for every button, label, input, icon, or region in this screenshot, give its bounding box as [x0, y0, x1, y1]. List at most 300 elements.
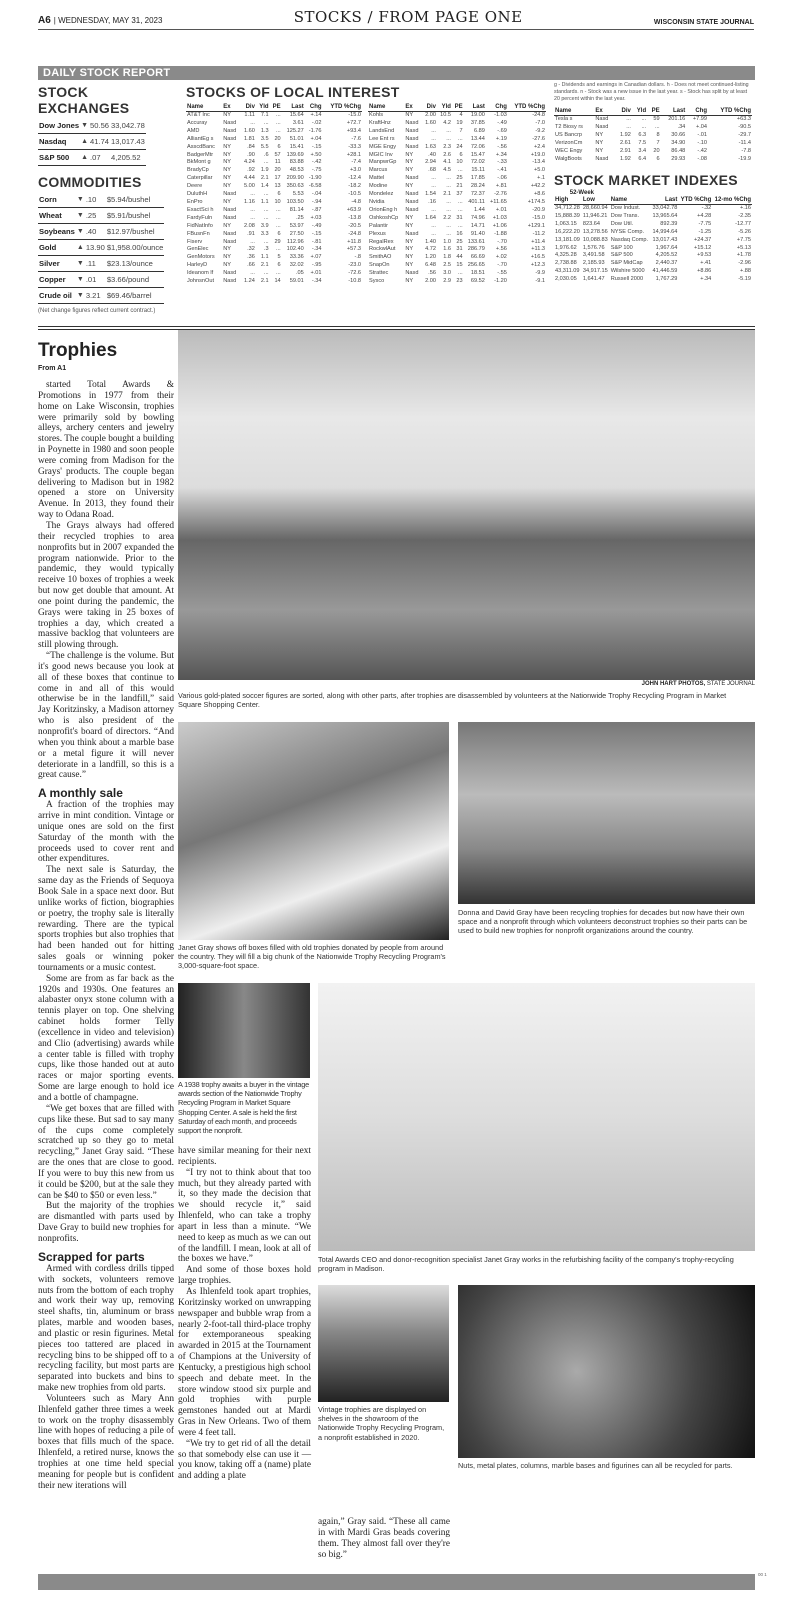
table-cell: ...: [276, 214, 281, 221]
change-cell: 13.90: [85, 240, 106, 256]
table-cell: 1.4: [260, 183, 269, 190]
table-cell: 83.88: [289, 159, 304, 166]
table-cell: Nasd: [223, 214, 237, 221]
table-cell: +7.75: [736, 236, 751, 243]
direction-icon: ▼: [80, 118, 89, 134]
photo-1938-trophy: [178, 983, 310, 1078]
table-cell: +42.2: [530, 183, 545, 190]
table-cell: 28,660.94: [582, 205, 608, 211]
table-cell: -27.6: [532, 135, 545, 142]
table-cell: -.49: [497, 119, 507, 126]
table-cell: .84: [247, 143, 255, 150]
table-cell: Mondelez: [369, 191, 394, 198]
table-cell: -.49: [311, 222, 322, 229]
table-cell: -.95: [311, 262, 322, 269]
column-header: Last: [661, 108, 687, 116]
table-cell: ...: [457, 167, 463, 174]
table-cell: WalgBoots: [555, 155, 582, 162]
value-cell: $5.94/bushel: [106, 192, 165, 208]
table-cell: 18.51: [470, 270, 485, 277]
table-row: [186, 144, 362, 152]
table-cell: .32: [247, 246, 255, 253]
local-stocks-table-1: [186, 104, 362, 286]
table-row: [554, 260, 752, 268]
column-header: Div: [240, 104, 256, 112]
table-cell: ...: [457, 222, 463, 229]
table-cell: 25: [456, 175, 463, 182]
table-cell: 6: [459, 151, 463, 158]
table-cell: +1.06: [492, 222, 507, 229]
caption-janet-gray: Total Awards CEO and donor-recognition specialist Janet Gray works in the refurbishing facility of the company's trophy-recycling program in Madison.: [318, 1255, 734, 1274]
table-cell: BadgerMtr: [187, 151, 214, 158]
table-row: [38, 288, 164, 304]
column-header: PE: [647, 108, 660, 116]
table-cell: 20: [653, 147, 660, 154]
direction-icon: ▲: [80, 150, 89, 166]
table-cell: 1.16: [244, 198, 255, 205]
page-number: A6: [38, 15, 51, 26]
table-cell: 29: [274, 238, 281, 245]
table-row: [186, 262, 362, 270]
table-cell: S&P 100: [610, 244, 633, 251]
table-cell: RockwlAut: [369, 246, 396, 253]
direction-icon: ▲: [80, 134, 89, 150]
table-cell: MGIC Inv: [369, 151, 393, 158]
column-header: YTD %Chg: [508, 104, 546, 112]
table-row: [368, 112, 546, 120]
table-cell: 5.00: [244, 183, 255, 190]
table-cell: 103.50: [286, 198, 304, 205]
table-cell: ...: [446, 206, 451, 213]
table-cell: 1.6: [443, 246, 451, 253]
caption-parts: Nuts, metal plates, columns, marble bases and figurines can all be recycled for parts.: [458, 1461, 733, 1470]
photo-couple: [458, 722, 755, 904]
table-cell: 13,965.64: [652, 212, 678, 219]
table-cell: -.41: [497, 167, 507, 174]
table-cell: 11: [274, 159, 281, 166]
table-cell: ...: [263, 119, 269, 126]
table-cell: 13.44: [470, 135, 485, 142]
table-cell: 2.00: [425, 278, 436, 285]
table-cell: -.56: [497, 143, 507, 150]
table-cell: -.94: [311, 198, 322, 205]
table-cell: Tesla s: [555, 116, 573, 122]
table-row: [368, 270, 546, 278]
table-cell: -19.9: [738, 155, 751, 162]
table-cell: ...: [431, 230, 436, 237]
table-cell: +.04: [310, 135, 322, 142]
table-row: [186, 246, 362, 254]
table-cell: 209.90: [286, 175, 304, 182]
table-cell: NY: [223, 159, 231, 166]
table-row: [186, 223, 362, 231]
table-cell: BkMont g: [187, 159, 211, 166]
table-cell: 1,976.62: [555, 244, 577, 251]
table-cell: Nasd: [595, 116, 609, 122]
table-cell: 5: [277, 254, 281, 261]
commodities-note: (Net change figures reflect current contract.): [38, 308, 156, 314]
table-row: [186, 239, 362, 247]
table-cell: Nasd: [405, 135, 419, 142]
value-cell: $1,958.00/ounce: [106, 240, 165, 256]
table-cell: Nasd: [405, 270, 419, 277]
table-cell: 1,641.47: [582, 276, 605, 283]
table-row: [186, 231, 362, 239]
column-header: Low: [582, 197, 610, 205]
table-cell: LandsEnd: [369, 127, 395, 134]
table-cell: 256.65: [467, 262, 485, 269]
table-cell: 3,491.58: [582, 252, 605, 259]
photographer: JOHN HART PHOTOS,: [641, 681, 706, 687]
table-cell: Modine: [369, 183, 388, 190]
banner-extension: [554, 66, 755, 80]
table-cell: OshkoshCp: [369, 214, 399, 221]
table-cell: -.04: [311, 191, 322, 198]
table-cell: 3.0: [443, 270, 451, 277]
table-cell: 34,917.15: [582, 268, 608, 275]
table-cell: ...: [250, 206, 255, 213]
page-header: A6 | WEDNESDAY, MAY 31, 2023 STOCKS / FROM PAGE ONE WISCONSIN STATE JOURNAL: [38, 8, 754, 30]
paragraph: again,” Gray said. “These all came in with Mardi Gras beads covering them. They almost fall over they're so big.”: [318, 1517, 450, 1560]
table-cell: S&P 500: [610, 252, 633, 259]
table-cell: 1.92: [620, 155, 631, 162]
table-cell: Nasd: [223, 127, 237, 134]
table-cell: -20.5: [348, 222, 361, 229]
table-row: [368, 136, 546, 144]
table-cell: -7.4: [351, 159, 361, 166]
table-cell: -10.5: [348, 191, 361, 198]
table-cell: -4.8: [351, 198, 361, 205]
table-cell: -13.4: [532, 159, 545, 166]
caption-boxes: Janet Gray shows off boxes filled with old trophies donated by people from around the country. They will fill a big chunk of the Nationwide Trophy Recycling Program's 3,000-square-foot space.: [178, 943, 446, 971]
table-cell: -15.0: [348, 112, 361, 118]
table-cell: Nasd: [405, 119, 419, 126]
table-cell: Dow Trans.: [610, 212, 640, 219]
table-cell: ...: [263, 270, 269, 277]
table-cell: 14: [274, 278, 281, 285]
table-cell: 1.60: [425, 119, 436, 126]
paragraph: But the majority of the trophies are dismantled with parts used by Dave Gray to build new trophies for nonprofits.: [38, 1201, 174, 1244]
footer-bar: [38, 1574, 755, 1590]
column-header: Yld: [632, 108, 647, 116]
table-cell: 57: [274, 151, 281, 158]
table-row: [554, 229, 752, 237]
table-cell: +174.5: [527, 198, 545, 205]
article-column-3: [318, 1517, 450, 1560]
table-cell: 41,446.59: [652, 268, 678, 275]
table-cell: Accuray: [187, 119, 208, 126]
table-cell: +5.13: [736, 244, 751, 251]
table-cell: 20: [274, 135, 281, 142]
table-cell: 1.9: [260, 167, 269, 174]
table-cell: +.01: [310, 270, 322, 277]
table-cell: -.87: [311, 206, 322, 213]
table-cell: 91.40: [470, 230, 485, 237]
table-cell: +11.65: [490, 198, 507, 205]
table-cell: 15.47: [470, 151, 485, 158]
table-cell: .3: [263, 246, 269, 253]
table-cell: 4.24: [244, 159, 255, 166]
table-cell: -29.7: [738, 131, 751, 138]
table-cell: -13.8: [348, 214, 361, 221]
table-cell: -23.0: [348, 262, 361, 269]
table-row: [186, 183, 362, 191]
table-cell: Nasd: [223, 230, 237, 237]
table-row: [368, 223, 546, 231]
table-cell: -.02: [311, 119, 322, 126]
table-cell: NY: [223, 112, 231, 118]
table-cell: FardyFuln: [187, 214, 213, 221]
table-cell: Nasd: [595, 155, 609, 162]
value-cell: $69.46/barrel: [106, 288, 165, 304]
group-header-row: [554, 190, 752, 197]
table-cell: -10.8: [348, 278, 361, 285]
table-row: [38, 256, 164, 272]
table-cell: ...: [431, 127, 436, 134]
table-cell: 20: [274, 167, 281, 174]
table-cell: 6.89: [474, 127, 485, 134]
table-row: [368, 278, 546, 286]
column-header: High: [554, 197, 582, 205]
table-cell: GenMotors: [187, 254, 215, 261]
table-cell: 1.92: [620, 131, 631, 138]
table-cell: NY: [223, 143, 231, 150]
name-cell: Nasdaq: [38, 134, 80, 150]
table-cell: 10,088.83: [582, 236, 608, 243]
table-cell: 286.79: [467, 246, 485, 253]
table-cell: NY: [405, 167, 414, 174]
table-row: [186, 136, 362, 144]
column-header: Chg: [305, 104, 323, 112]
caption-1938-trophy: A 1938 trophy awaits a buyer in the vintage awards section of the Nationwide Trophy Recycling Program in Market Square Shopping Center. A sale is held the first Saturday of each month, and proceeds support the nonprofit.: [178, 1080, 309, 1136]
table-cell: Caterpillar: [187, 175, 213, 182]
header-row: [368, 104, 546, 112]
table-cell: -.55: [497, 270, 507, 277]
table-cell: HarleyD: [187, 262, 208, 269]
table-cell: Nasdaq Comp.: [610, 236, 649, 243]
table-cell: +1.78: [736, 252, 751, 259]
table-cell: -7.6: [351, 135, 361, 142]
table-cell: 37: [456, 191, 463, 198]
table-cell: 15,888.39: [555, 212, 580, 219]
table-cell: -.42: [311, 159, 322, 166]
table-cell: ...: [446, 127, 451, 134]
change-cell: 41.74: [89, 134, 110, 150]
table-cell: ...: [457, 135, 463, 142]
table-cell: Dow Indust.: [610, 205, 641, 211]
table-cell: 6: [277, 191, 281, 198]
table-cell: 10: [456, 159, 463, 166]
column-header: Ex: [594, 108, 614, 116]
value-cell: 33,042.78: [110, 118, 146, 134]
table-cell: 4: [459, 112, 463, 118]
table-cell: ManpwrGp: [369, 159, 397, 166]
article-headline: Trophies: [38, 340, 118, 361]
table-cell: .56: [428, 270, 436, 277]
column-header: Chg: [486, 104, 508, 112]
table-cell: 6.48: [425, 262, 436, 269]
table-row: [186, 128, 362, 136]
page-date: WEDNESDAY, MAY 31, 2023: [58, 16, 163, 25]
table-cell: NY: [223, 151, 231, 158]
table-row: [186, 112, 362, 120]
table-cell: -18.2: [348, 183, 361, 190]
table-cell: AlliantEg s: [187, 135, 214, 142]
table-cell: NY: [405, 262, 414, 269]
table-row: [554, 213, 752, 221]
table-cell: 2.2: [443, 214, 451, 221]
direction-icon: ▼: [76, 208, 85, 224]
table-cell: NY: [223, 262, 231, 269]
table-cell: 102.40: [286, 246, 304, 253]
column-header: Div: [422, 104, 437, 112]
table-cell: 4.44: [244, 175, 255, 182]
table-cell: ...: [250, 238, 255, 245]
table-cell: ...: [250, 191, 255, 198]
table-cell: NY: [595, 139, 604, 146]
paragraph: The next sale is Saturday, the same day as the Friends of Sequoya Book Sale in a space next door. But unlike works of fiction, biographies or poetry, the trophy sale is literally rewarding. There are the typical sports trophies but also trophies that had been handed out for hitting sales goals or winning poker tournaments or a music contest.: [38, 865, 174, 973]
table-cell: VerizonCm: [555, 139, 583, 146]
table-cell: 1.11: [244, 112, 255, 118]
table-cell: 15: [456, 262, 463, 269]
table-cell: Nasd: [223, 191, 237, 198]
table-cell: 6: [277, 262, 281, 269]
table-cell: 33.36: [289, 254, 304, 261]
table-row: [368, 246, 546, 254]
name-cell: Corn: [38, 192, 76, 208]
table-row: [368, 167, 546, 175]
table-cell: 133.61: [467, 238, 485, 245]
name-cell: Dow Jones: [38, 118, 80, 134]
table-cell: Lee Ent rs: [369, 135, 395, 142]
daily-stock-report-banner: DAILY STOCK REPORT: [38, 66, 554, 80]
table-cell: NY: [223, 246, 231, 253]
table-cell: 2.91: [620, 147, 631, 154]
table-cell: Nasd: [223, 238, 237, 245]
table-row: [368, 183, 546, 191]
table-row: [554, 245, 752, 253]
table-cell: 59.01: [289, 278, 304, 285]
table-cell: +9.53: [697, 252, 712, 259]
table-cell: ...: [276, 127, 281, 134]
local-stocks-table-3: [554, 108, 752, 163]
table-cell: 1.0: [443, 238, 451, 245]
table-cell: 66.69: [470, 254, 485, 261]
table-cell: 72.06: [470, 143, 485, 150]
table-cell: Strattec: [369, 270, 389, 277]
table-row: [368, 191, 546, 199]
table-cell: 21: [456, 183, 463, 190]
table-cell: 81.14: [289, 206, 304, 213]
table-cell: 2,185.93: [582, 260, 605, 267]
table-cell: 7.5: [638, 139, 647, 146]
table-cell: 48.53: [289, 167, 304, 174]
photo-shelves: [318, 1285, 449, 1402]
table-cell: 125.27: [286, 127, 304, 134]
table-cell: 1.60: [244, 127, 255, 134]
table-cell: +11.4: [531, 238, 545, 245]
table-row: [38, 118, 146, 134]
table-cell: NY: [223, 175, 231, 182]
table-row: [554, 276, 752, 284]
table-row: [186, 175, 362, 183]
table-cell: +.04: [695, 123, 708, 130]
table-cell: ...: [431, 222, 436, 229]
table-cell: ...: [626, 116, 631, 122]
table-row: [368, 231, 546, 239]
table-cell: 72.37: [470, 191, 485, 198]
table-cell: NY: [405, 112, 414, 118]
table-cell: 51.01: [289, 135, 304, 142]
table-cell: 7: [459, 127, 463, 134]
table-cell: Nasd: [595, 123, 609, 130]
table-row: [38, 150, 146, 166]
table-cell: -.10: [697, 139, 708, 146]
table-cell: -12.77: [735, 220, 751, 227]
table-cell: Nasd: [405, 206, 419, 213]
table-row: [368, 128, 546, 136]
direction-icon: ▼: [76, 288, 85, 304]
table-cell: RegalRex: [369, 238, 394, 245]
table-cell: -1.88: [494, 230, 507, 237]
column-header: Last: [282, 104, 305, 112]
table-cell: ...: [263, 191, 269, 198]
indexes-table: [554, 190, 752, 284]
table-cell: ...: [641, 123, 647, 130]
table-cell: 13: [274, 183, 281, 190]
change-cell: .10: [85, 192, 106, 208]
table-cell: ...: [276, 222, 281, 229]
caption-main: Various gold-plated soccer figures are sorted, along with other parts, after trophies are disassembled by volunteers at the Nationwide Trophy Recycling Program in Market Square Shopping Center.: [178, 691, 727, 710]
table-cell: GenElec: [187, 246, 209, 253]
table-cell: NY: [223, 183, 231, 190]
value-cell: $12.97/bushel: [106, 224, 165, 240]
change-cell: .01: [85, 272, 106, 288]
table-cell: 3.4: [638, 147, 647, 154]
header-row: [186, 104, 362, 112]
table-row: [186, 167, 362, 175]
article-column-1: [38, 380, 174, 1492]
table-cell: NY: [405, 151, 414, 158]
table-cell: 30.66: [671, 131, 686, 138]
table-cell: NY: [223, 254, 231, 261]
value-cell: 13,017.43: [110, 134, 146, 150]
table-cell: Nasd: [223, 270, 237, 277]
paragraph: Volunteers such as Mary Ann Ihlenfeld gather three times a week to work on the trophy disassembly line with hopes of reducing a pile of boxes that fills much of the space. Ihlenfeld, a retired nurse, knows the trophies at one time held special meaning for people but is confident their new iterations will: [38, 1393, 174, 1491]
table-cell: -5.19: [738, 276, 751, 283]
stock-footnote: g - Dividends and earnings in Canadian dollars. h - Does not meet continued-listing standards. n - Stock was a new issue in the last year. s - Stock has split by at least 20 percent within the last year.: [554, 82, 749, 102]
table-cell: +.07: [310, 254, 322, 261]
table-cell: OrionEng h: [369, 206, 398, 213]
table-row: [368, 199, 546, 207]
table-cell: ...: [457, 198, 463, 205]
table-cell: 3.61: [292, 119, 304, 126]
paragraph: “We try to get rid of all the detail so that somebody else can use it — you know, taking off a (name) plate and adding a plate: [178, 1438, 311, 1482]
table-cell: ...: [250, 270, 255, 277]
table-cell: -.34: [311, 278, 322, 285]
table-cell: 1.64: [425, 214, 436, 221]
table-cell: +.01: [495, 206, 507, 213]
table-cell: 34,712.28: [555, 205, 580, 211]
name-cell: Soybeans: [38, 224, 76, 240]
table-cell: 6.4: [638, 155, 647, 162]
table-cell: 17.85: [470, 175, 485, 182]
name-cell: Silver: [38, 256, 76, 272]
table-cell: -.42: [697, 147, 708, 154]
photo-janet-gray: [318, 983, 755, 1251]
change-cell: 3.21: [85, 288, 106, 304]
table-cell: -1.25: [698, 228, 712, 235]
